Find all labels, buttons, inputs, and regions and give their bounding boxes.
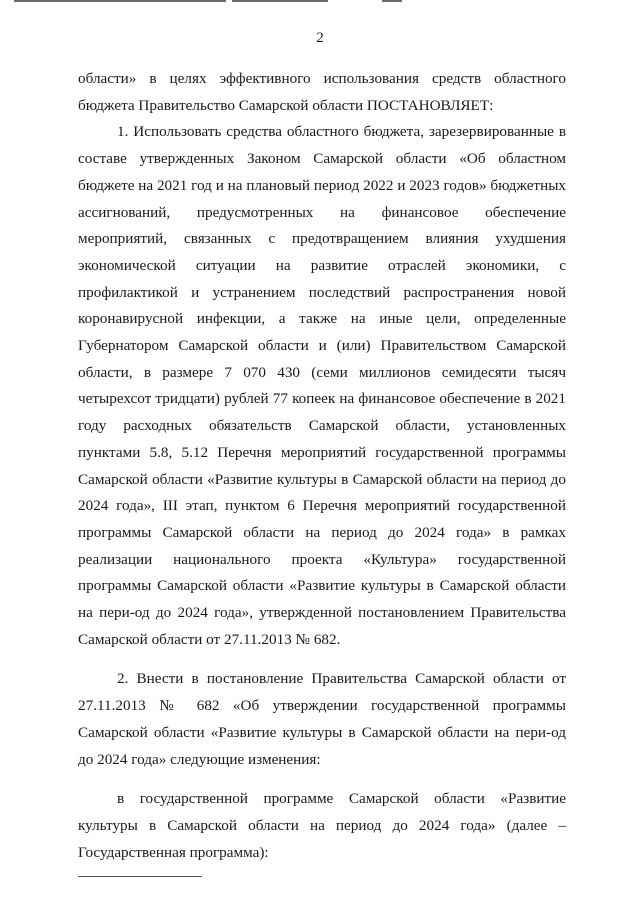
paragraph-clause-1: 1. Использовать средства областного бюджета, зарезервированные в составе утвержденных Законом Самарской области «Об областном бюджете на 2021 год и на плановый период 2022 и 2023 годов» бюджетных ассигнований, предусмотренных на финансовое обеспечение мероприятий, связанных с предотвращением влияния ухудшения экономической ситуации на развитие отраслей экономики, с профилактикой и устранением последствий распространения новой коронавирусной инфекции, а также на иные цели, определенные Губернатором Самарской области и (или) Правительством Самарской области, в размере 7 070 430 (семи миллионов семидесяти тысяч четырехсот тридцати) рублей 77 копеек на финансовое обеспечение в 2021 году расходных обязательств Самарской области, установленных пунктами 5.8, 5.12 Перечня мероприятий государственной программы Самарской области «Развитие культуры в Самарской области на период до 2024 года», III этап, пунктом 6 Перечня мероприятий государственной программы Самарской области на период до 2024 года» в рамках реализации национального проекта «Культура» государственной программы Самарской области «Развитие культуры в Самарской области на пери-од до 2024 года», утвержденной постановлением Правительства Самарской области от 27.11.2013 № 682.: [78, 123, 566, 648]
paragraph-clause-2: 2. Внести в постановление Правительства Самарской области от 27.11.2013 № 682 «Об утверждении государственной программы Самарской области «Развитие культуры в Самарской области на пери-од до 2024 года» следующие изменения:: [78, 670, 566, 768]
paragraph-preamble: области» в целях эффективного использования средств областного бюджета Правительство Самарской области ПОСТАНОВЛЯЕТ:: [78, 70, 566, 114]
paragraph-amendment-intro: в государственной программе Самарской области «Развитие культуры в Самарской области на период до 2024 года» (далее – Государственная программа):: [78, 790, 566, 861]
top-scan-line: [382, 0, 402, 2]
page-number: 2: [316, 30, 324, 46]
top-scan-line: [14, 0, 226, 2]
footer-rule: [78, 876, 202, 877]
top-scan-line: [232, 0, 328, 2]
document-body: [78, 66, 566, 866]
